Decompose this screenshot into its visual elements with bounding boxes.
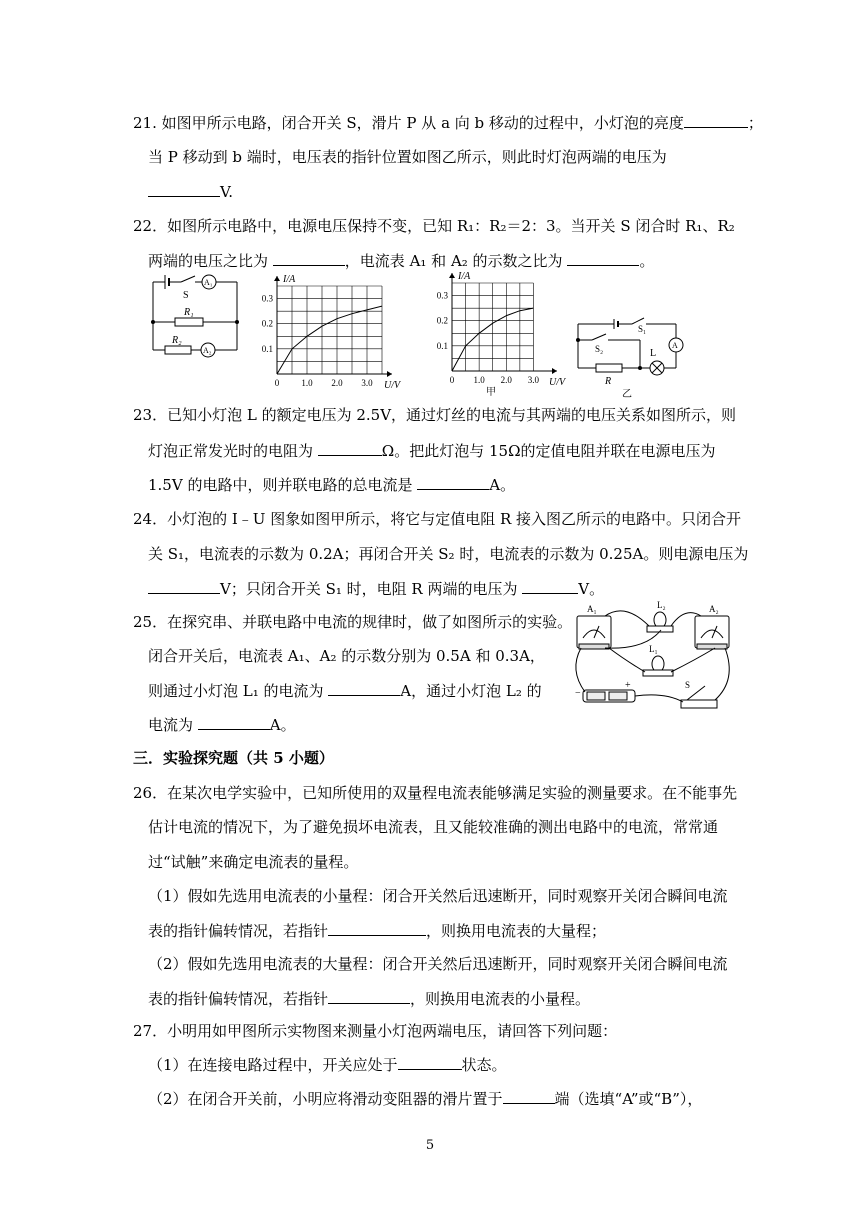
y-tick-label: 0.1 [261, 343, 273, 354]
q26-part2-line2: 表的指针偏转情况，若指针 ，则换用电流表的小量程。 [148, 990, 591, 1008]
q24-line1: 24．小灯泡的 I﹣U 图象如图甲所示，将它与定值电阻 R 接入图乙所示的电路中。只闭合开 [133, 510, 742, 528]
label-r: R [605, 376, 612, 387]
x-arrow [552, 368, 557, 374]
y-tick-label: 0.1 [436, 340, 448, 351]
q25-line1: 25．在探究串、并联电路中电流的规律时，做了如图所示的实验。 [133, 613, 573, 631]
label-a1: A₁ [204, 278, 213, 287]
q26-part1-line2: 表的指针偏转情况，若指针 ，则换用电流表的大量程； [148, 922, 607, 940]
answer-blank[interactable] [328, 680, 400, 696]
iu-chart-left [255, 270, 410, 392]
y-tick-label: 0.3 [436, 290, 448, 301]
q23-line2: 灯泡正常发光时的电阻为 Ω。把此灯泡与 15Ω的定值电阻并联在电源电压为 [148, 442, 716, 460]
answer-blank[interactable] [398, 1054, 462, 1070]
y-arrow [274, 276, 280, 281]
label-l1: L₁ [649, 644, 658, 654]
q25-line4: 电流为 A。 [148, 716, 296, 734]
q26-part1-line1: （1）假如先选用电流表的小量程：闭合开关然后迅速断开，同时观察开关闭合瞬间电流 [148, 887, 728, 905]
answer-blank[interactable] [503, 1088, 555, 1104]
q22-line2: 两端的电压之比为 ，电流表 A₁ 和 A₂ 的示数之比为 。 [148, 252, 655, 270]
page-number: 5 [425, 1138, 435, 1153]
q26-part2-line1: （2）假如先选用电流表的大量程：闭合开关然后迅速断开，同时观察开关闭合瞬间电流 [148, 955, 728, 973]
q24-line2: 关 S₁，电流表的示数为 0.2A；再闭合开关 S₂ 时，电流表的示数为 0.25A。则电源电压为 [148, 545, 749, 563]
answer-blank[interactable] [148, 578, 220, 594]
label-s: S [183, 290, 189, 301]
apparatus-figure [565, 600, 740, 720]
caption-yi: 乙 [622, 389, 632, 400]
q21-line3: V. [148, 181, 233, 202]
label-l2: L₂ [657, 600, 666, 610]
answer-blank[interactable] [273, 250, 345, 266]
label-s1: S₁ [638, 324, 647, 334]
y-axis-label: I/A [458, 271, 471, 282]
label-a2: A₂ [203, 346, 212, 355]
label-s: S [685, 680, 691, 690]
x-tick-label: 1.0 [473, 375, 485, 385]
y-tick-label: 0.2 [436, 315, 448, 326]
iu-chart-right [428, 265, 573, 400]
caption-jia: 甲 [486, 387, 496, 398]
x-axis-label: U/V [549, 377, 566, 388]
label-a: A [672, 341, 678, 350]
q27-line1: 27．小明用如甲图所示实物图来测量小灯泡两端电压，请回答下列问题： [133, 1022, 618, 1040]
answer-blank[interactable] [198, 714, 270, 730]
y-arrow [449, 273, 455, 278]
q22-line1: 22．如图所示电路中，电源电压保持不变，已知 R₁：R₂＝2：3。当开关 S 闭合时 R₁、R₂ [133, 217, 735, 235]
y-tick-label: 0.2 [261, 318, 273, 329]
x-tick-label: 1.0 [301, 378, 313, 388]
parallel-circuit-figure [145, 270, 245, 360]
label-r2: R₂ [172, 335, 182, 346]
answer-blank[interactable] [328, 920, 426, 936]
label-l: L [650, 348, 657, 359]
answer-blank[interactable] [417, 474, 489, 490]
section-heading: 三．实验探究题（共 5 小题） [133, 749, 334, 767]
q27-part2: （2）在闭合开关前，小明应将滑动变阻器的滑片置于 端（选填“A”或“B”）， [148, 1090, 703, 1108]
x-tick-label: 2.0 [331, 378, 343, 388]
label-a2: A₂ [709, 604, 719, 614]
x-arrow [387, 371, 392, 377]
answer-blank[interactable] [328, 988, 410, 1004]
answer-blank[interactable] [684, 112, 748, 128]
q26-line2: 估计电流的情况下，为了避免损坏电流表，且又能较准确的测出电路中的电流，常常通 [148, 818, 719, 836]
x-tick-label: 3.0 [361, 378, 373, 388]
label-a1: A₁ [587, 604, 597, 614]
label-r1: R₁ [184, 307, 194, 318]
label-plus: + [625, 680, 631, 691]
q25-line2: 闭合开关后，电流表 A₁、A₂ 的示数分别为 0.5A 和 0.3A， [148, 647, 545, 665]
x-tick-label: 2.0 [500, 375, 512, 385]
label-s2: S₂ [595, 344, 604, 354]
q21-line1: 21. 如图甲所示电路，闭合开关 S，滑片 P 从 a 向 b 移动的过程中，小灯泡的亮度 ； [133, 114, 763, 132]
x-axis-label: U/V [384, 380, 401, 391]
answer-blank[interactable] [318, 440, 382, 456]
answer-blank[interactable] [148, 181, 220, 197]
q26-line1: 26．在某次电学实验中，已知所使用的双量程电流表能够满足实验的测量要求。在不能事先 [133, 784, 738, 802]
q21-line2: 当 P 移动到 b 端时，电压表的指针位置如图乙所示，则此时灯泡两端的电压为 [148, 148, 667, 166]
q23-line3: 1.5V 的电路中，则并联电路的总电流是 A。 [148, 476, 516, 494]
iu-curve [277, 306, 382, 374]
q26-line3: 过“试触”来确定电流表的量程。 [148, 853, 359, 871]
q24-line3: V；只闭合开关 S₁ 时，电阻 R 两端的电压为 V。 [148, 578, 604, 599]
q27-part1: （1）在连接电路过程中，开关应处于 状态。 [148, 1056, 507, 1074]
y-tick-label: 0.3 [261, 293, 273, 304]
x-tick-label: 0 [449, 375, 455, 385]
q23-line1: 23．已知小灯泡 L 的额定电压为 2.5V，通过灯丝的电流与其两端的电压关系如图所示，则 [133, 406, 737, 424]
label-minus: − [575, 688, 581, 699]
answer-blank[interactable] [567, 250, 639, 266]
x-tick-label: 0 [274, 378, 280, 388]
answer-blank[interactable] [522, 578, 578, 594]
y-axis-label: I/A [283, 274, 296, 285]
q25-line3: 则通过小灯泡 L₁ 的电流为 A，通过小灯泡 L₂ 的 [148, 682, 542, 700]
series-circuit-figure [570, 310, 690, 400]
x-tick-label: 3.0 [527, 375, 540, 385]
